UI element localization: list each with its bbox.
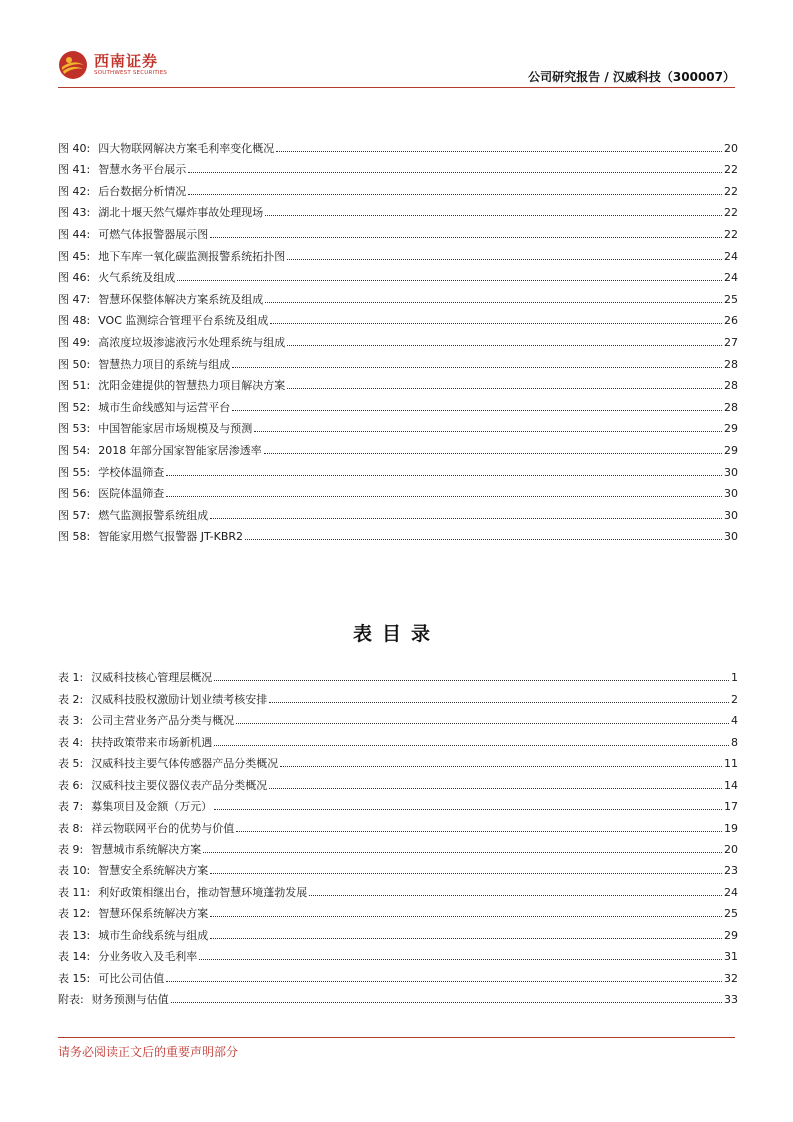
toc-dot-leader [188,172,722,173]
toc-entry-page: 17 [724,800,738,814]
toc-dot-leader [269,702,729,703]
toc-entry[interactable] [58,856,738,877]
toc-entry-page: 20 [724,842,738,856]
footer-disclaimer-note: 请务必阅读正文后的重要声明部分 [58,1045,239,1059]
toc-dot-leader [166,496,722,497]
toc-entry-label: 表 3: [58,714,84,728]
toc-entry[interactable] [58,792,738,813]
toc-entry-label: 附表: [58,993,84,1006]
toc-entry[interactable] [58,327,738,349]
toc-entry-title: 扶持政策带来市场新机遇 [91,735,213,749]
toc-entry[interactable] [58,663,738,684]
toc-dot-leader [199,959,722,960]
toc-dot-leader [245,539,722,540]
toc-entry-title: 火气系统及组成 [98,271,176,285]
toc-dot-leader [210,873,722,874]
toc-entry[interactable] [58,684,738,705]
toc-entry[interactable] [58,706,738,727]
toc-entry-title: 汉威科技主要仪器仪表产品分类概况 [91,778,268,792]
toc-entry-title: 公司主营业务产品分类与概况 [91,714,235,728]
toc-entry-title: 可燃气体报警器展示图 [98,227,209,241]
toc-dot-leader [166,981,722,982]
toc-dot-leader [264,453,722,454]
tables-toc-list [58,663,738,1006]
toc-dot-leader [214,745,729,746]
report-title: 公司研究报告 / 汉威科技（300007） [528,70,735,84]
toc-entry-label: 图 45: [58,249,91,263]
toc-entry-page: 20 [724,141,738,155]
toc-dot-leader [210,938,722,939]
toc-entry-label: 图 42: [58,184,91,198]
toc-dot-leader [287,345,722,346]
toc-dot-leader [188,194,722,195]
toc-entry-title: 汉威科技核心管理层概况 [91,671,213,685]
toc-entry-label: 表 14: [58,950,91,964]
toc-entry-page: 24 [724,249,738,263]
toc-entry-label: 图 58: [58,530,91,544]
toc-entry[interactable] [58,770,738,791]
toc-entry-label: 图 57: [58,508,91,522]
toc-entry[interactable] [58,263,738,285]
toc-entry-page: 2 [731,692,738,706]
toc-entry-page: 28 [724,400,738,414]
toc-dot-leader [265,302,722,303]
toc-entry[interactable] [58,306,738,328]
toc-entry[interactable] [58,176,738,198]
toc-entry-page: 29 [724,443,738,457]
toc-entry[interactable] [58,198,738,220]
logo-english-name: SOUTHWEST SECURITIES [94,70,168,76]
logo-chinese-name: 西南证券 [94,52,159,70]
toc-entry-label: 图 43: [58,206,91,220]
toc-entry-title: 汉威科技股权激励计划业绩考核安排 [91,692,268,706]
toc-entry-label: 表 6: [58,778,84,792]
toc-entry-page: 26 [724,314,738,328]
toc-entry-page: 30 [724,508,738,522]
toc-dot-leader [210,518,722,519]
toc-entry-label: 图 40: [58,141,91,155]
toc-entry-page: 24 [724,885,738,899]
toc-entry-page: 29 [724,928,738,942]
toc-entry[interactable] [58,877,738,898]
toc-entry-page: 28 [724,379,738,393]
toc-dot-leader [214,809,722,810]
toc-entry-label: 图 53: [58,422,91,436]
toc-entry-label: 图 41: [58,163,91,177]
toc-entry-title: 2018 年部分国家智能家居渗透率 [98,443,262,457]
toc-entry-page: 14 [724,778,738,792]
toc-entry-page: 1 [731,671,738,685]
toc-dot-leader [177,280,722,281]
toc-entry-title: VOC 监测综合管理平台系统及组成 [98,314,269,328]
toc-entry-title: 智能家用燃气报警器 JT-KBR2 [98,530,244,544]
toc-entry-title: 城市生命线系统与组成 [98,928,209,942]
toc-entry-label: 表 13: [58,928,91,942]
toc-entry-title: 智慧环保整体解决方案系统及组成 [98,292,264,306]
toc-dot-leader [232,410,722,411]
toc-entry-title: 智慧环保系统解决方案 [98,907,209,921]
toc-entry[interactable] [58,284,738,306]
toc-entry-title: 募集项目及金额（万元） [91,800,213,814]
toc-entry[interactable] [58,479,738,501]
toc-entry[interactable] [58,813,738,834]
toc-entry-page: 30 [724,530,738,544]
toc-dot-leader [171,1002,722,1003]
toc-entry-title: 可比公司估值 [98,971,165,985]
toc-entry-page: 19 [724,821,738,835]
toc-entry-page: 11 [724,757,738,771]
toc-entry[interactable] [58,457,738,479]
toc-dot-leader [287,388,722,389]
toc-entry[interactable] [58,727,738,748]
toc-entry-title: 智慧城市系统解决方案 [91,842,202,856]
toc-entry-label: 图 50: [58,357,91,371]
toc-entry-title: 中国智能家居市场规模及与预测 [98,422,253,436]
toc-entry-title: 后台数据分析情况 [98,184,187,198]
toc-entry-page: 24 [724,271,738,285]
toc-entry-title: 利好政策相继出台，推动智慧环境蓬勃发展 [98,885,308,899]
toc-entry-page: 31 [724,950,738,964]
toc-entry-label: 图 54: [58,443,91,457]
toc-entry[interactable] [58,500,738,522]
toc-entry-label: 图 48: [58,314,91,328]
toc-entry-title: 城市生命线感知与运营平台 [98,400,231,414]
toc-entry-label: 表 1: [58,671,84,685]
toc-entry-title: 四大物联网解决方案毛利率变化概况 [98,141,275,155]
toc-dot-leader [265,215,722,216]
toc-entry-page: 30 [724,465,738,479]
toc-entry-page: 25 [724,907,738,921]
toc-entry-page: 23 [724,864,738,878]
toc-entry[interactable] [58,963,738,984]
toc-dot-leader [287,259,722,260]
toc-dot-leader [236,831,722,832]
toc-entry[interactable] [58,942,738,963]
toc-entry-page: 29 [724,422,738,436]
toc-entry-label: 表 4: [58,735,84,749]
toc-entry-label: 表 5: [58,757,84,771]
toc-entry-label: 图 46: [58,271,91,285]
footer-divider [58,1037,735,1038]
toc-entry-label: 图 44: [58,227,91,241]
toc-entry-title: 汉威科技主要气体传感器产品分类概况 [91,757,279,771]
toc-entry-title: 智慧安全系统解决方案 [98,864,209,878]
toc-entry[interactable] [58,392,738,414]
toc-entry-title: 智慧热力项目的系统与组成 [98,357,231,371]
toc-entry-label: 表 9: [58,842,84,856]
toc-entry-page: 22 [724,163,738,177]
toc-entry-label: 图 47: [58,292,91,306]
toc-dot-leader [210,237,722,238]
toc-entry-title: 沈阳金建提供的智慧热力项目解决方案 [98,379,286,393]
toc-entry-label: 图 56: [58,487,91,501]
toc-entry[interactable] [58,371,738,393]
toc-entry[interactable] [58,241,738,263]
toc-entry-title: 地下车库一氧化碳监测报警系统拓扑图 [98,249,286,263]
toc-entry-label: 图 52: [58,400,91,414]
toc-dot-leader [309,895,722,896]
toc-entry-page: 22 [724,184,738,198]
toc-dot-leader [269,788,722,789]
toc-entry-label: 图 55: [58,465,91,479]
toc-entry-label: 表 7: [58,800,84,814]
toc-entry[interactable] [58,985,738,1006]
toc-entry-label: 表 12: [58,907,91,921]
toc-entry-title: 祥云物联网平台的优势与价值 [91,821,235,835]
toc-entry-page: 28 [724,357,738,371]
tables-toc-heading: 表目录 [352,623,440,645]
toc-entry-page: 30 [724,487,738,501]
toc-entry-label: 表 11: [58,885,91,899]
toc-dot-leader [254,431,722,432]
toc-entry-page: 8 [731,735,738,749]
toc-entry-title: 智慧水务平台展示 [98,163,187,177]
company-logo [58,48,178,88]
toc-entry-page: 22 [724,206,738,220]
toc-entry-title: 医院体温筛查 [98,487,165,501]
toc-dot-leader [214,680,729,681]
toc-entry[interactable] [58,749,738,770]
toc-dot-leader [203,852,722,853]
toc-entry[interactable] [58,349,738,371]
toc-entry[interactable] [58,899,738,920]
toc-dot-leader [270,323,722,324]
toc-entry-page: 27 [724,335,738,349]
toc-dot-leader [280,766,722,767]
toc-entry[interactable] [58,522,738,544]
toc-entry-title: 分业务收入及毛利率 [98,950,198,964]
toc-entry-title: 湖北十堰天然气爆炸事故处理现场 [98,206,264,220]
toc-entry-label: 图 49: [58,335,91,349]
toc-entry-title: 学校体温筛查 [98,465,165,479]
toc-dot-leader [236,723,729,724]
toc-entry[interactable] [58,835,738,856]
toc-entry-page: 32 [724,971,738,985]
toc-entry-label: 表 10: [58,864,91,878]
toc-entry-label: 表 2: [58,692,84,706]
toc-dot-leader [210,916,722,917]
toc-entry-page: 22 [724,227,738,241]
toc-entry-label: 表 8: [58,821,84,835]
toc-entry-title: 燃气监测报警系统组成 [98,508,209,522]
toc-entry-page: 25 [724,292,738,306]
toc-entry-title: 财务预测与估值 [91,993,169,1006]
toc-entry[interactable] [58,219,738,241]
toc-entry[interactable] [58,133,738,155]
toc-entry-label: 图 51: [58,379,91,393]
toc-entry-page: 4 [731,714,738,728]
toc-entry[interactable] [58,435,738,457]
toc-entry-title: 高浓度垃圾渗滤液污水处理系统与组成 [98,335,286,349]
toc-entry[interactable] [58,414,738,436]
toc-entry-label: 表 15: [58,971,91,985]
figures-toc-list [58,133,738,543]
logo-emblem-icon [58,50,88,80]
toc-entry[interactable] [58,155,738,177]
toc-entry-page: 33 [724,993,738,1006]
toc-dot-leader [232,367,722,368]
toc-entry[interactable] [58,920,738,941]
header-divider [58,87,735,88]
toc-dot-leader [166,475,722,476]
toc-dot-leader [276,151,722,152]
